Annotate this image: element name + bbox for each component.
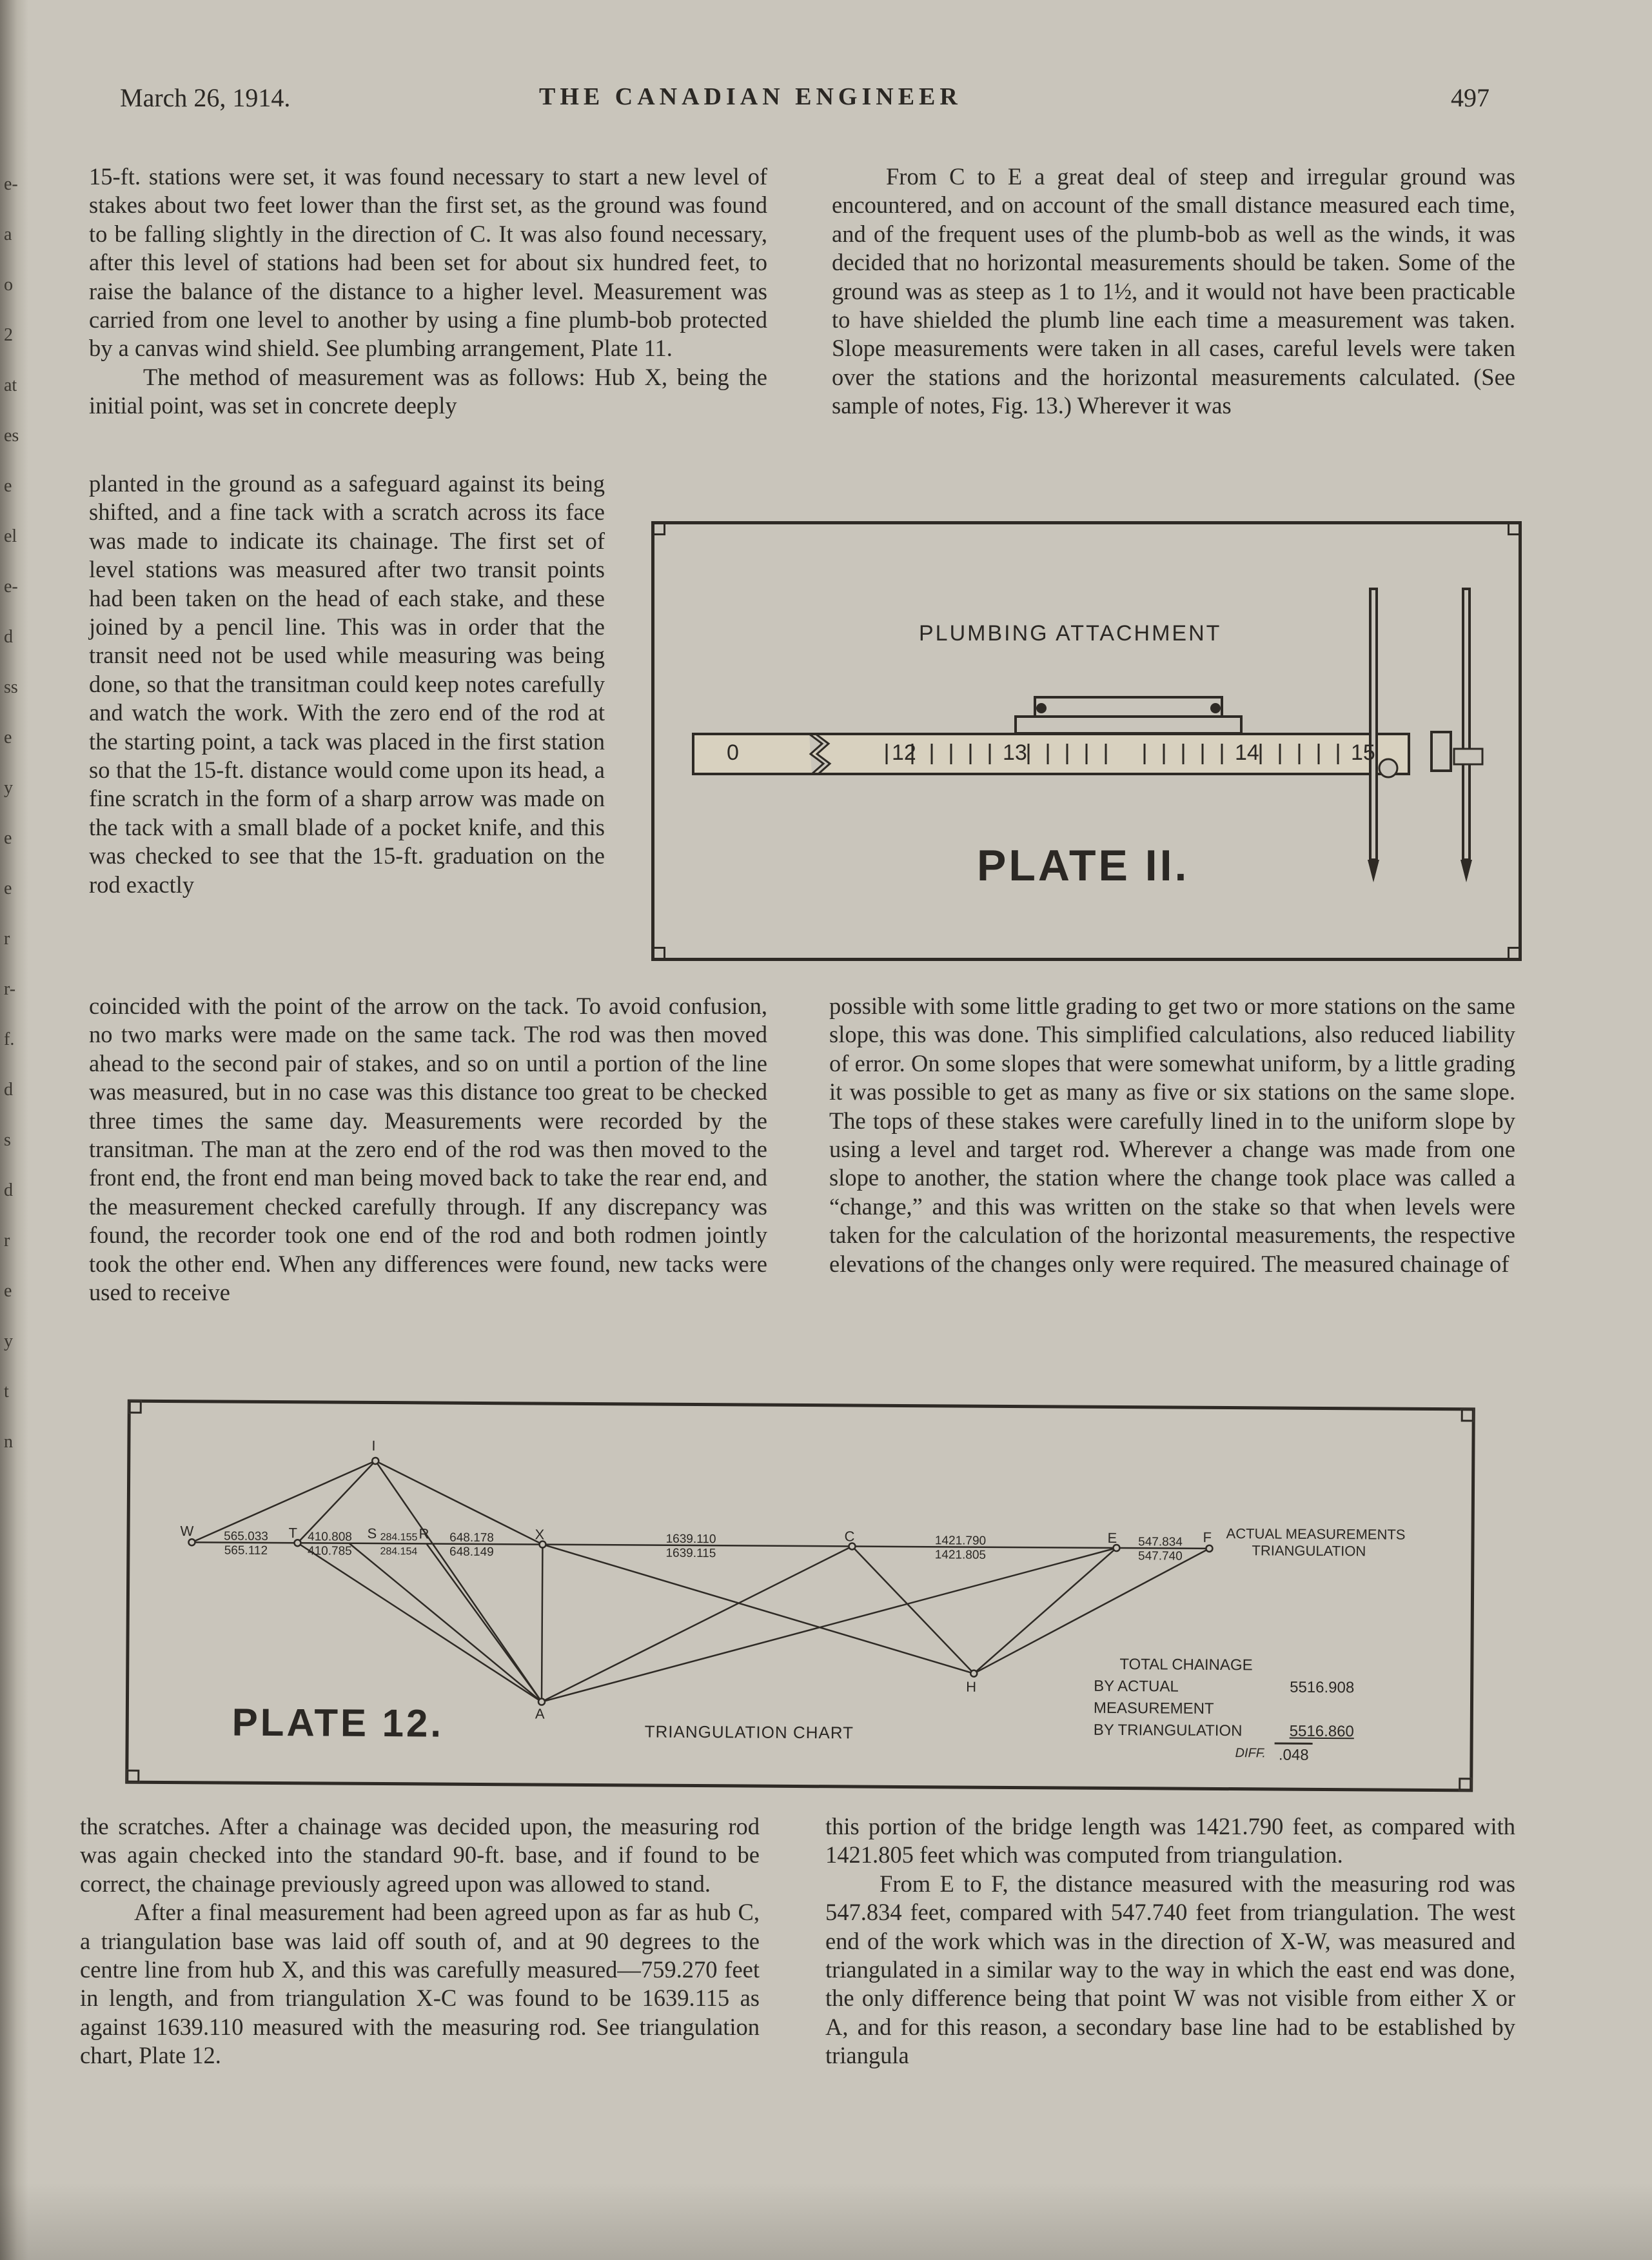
point-label-f: F — [1203, 1529, 1212, 1545]
segment-actual: 284.155 — [380, 1532, 418, 1543]
point-label-i: I — [371, 1437, 376, 1454]
gutter-glyph: d — [4, 627, 13, 647]
plate-11-label: PLATE II. — [977, 841, 1190, 890]
gutter-glyph: f. — [4, 1029, 15, 1049]
plate-12-label: PLATE 12. — [231, 1700, 444, 1745]
gutter-glyph: ss — [4, 677, 18, 697]
gutter-glyph: r — [4, 929, 10, 949]
totals-value: 5516.860 — [1289, 1722, 1354, 1741]
plumb-rod-right — [1463, 589, 1470, 860]
plate-11-figure — [651, 521, 1522, 961]
page-gutter — [0, 0, 28, 2260]
issue-date: March 26, 1914. — [120, 83, 291, 112]
chart-legend — [1226, 1525, 1405, 1560]
rod-clamp — [1431, 732, 1451, 771]
plumbing-attachment-title: PLUMBING ATTACHMENT — [919, 621, 1222, 646]
gutter-glyph: e — [4, 476, 12, 496]
gutter-glyph: t — [4, 1382, 9, 1402]
station-points — [188, 1456, 1213, 1709]
gutter-glyph: y — [4, 778, 13, 798]
gutter-glyph: 2 — [4, 325, 13, 345]
totals-row — [1093, 1741, 1353, 1767]
plumb-pivot — [1379, 759, 1397, 777]
level-vial — [1035, 697, 1222, 717]
gutter-glyph: d — [4, 1180, 13, 1200]
segment-triang: 1639.115 — [665, 1546, 716, 1561]
page-shadow — [0, 2183, 1652, 2260]
gutter-glyph: es — [4, 426, 19, 446]
totals-row — [1094, 1720, 1354, 1743]
gutter-glyph: e — [4, 828, 12, 848]
plumbing-attachment-drawing — [654, 524, 1519, 958]
left-column-mid — [89, 992, 767, 1307]
point-label-h: H — [966, 1678, 977, 1695]
left-column-wrap — [89, 470, 605, 899]
gutter-glyph: o — [4, 275, 13, 295]
level-base — [1016, 717, 1241, 733]
paragraph: possible with some little grading to get two or more stations on the same slope, this was done. This simplified calculations, also reduced liability of error. On some slopes that were somewhat uniform, by a little grading it was possible to get as many as five or six stations on the same slope. The tops of these stakes were carefully lined in to the uniform slope by using a level and target rod. Wherever a change was made from one slope to another, the station where the change took place was called a “change,” and this was written on the stake so that when levels were taken for the calculation of the horizontal measurements, the respective elevations of the changes only were required. The measured chainage of — [829, 993, 1515, 1277]
gutter-glyph: e — [4, 1281, 12, 1301]
point-label-c: C — [844, 1528, 855, 1545]
rod-mark-label: 13 — [1003, 740, 1027, 765]
point-label-a: A — [535, 1705, 545, 1722]
gutter-glyph: r — [4, 1231, 10, 1251]
legend-triangulation: TRIANGULATION — [1252, 1542, 1366, 1560]
plate-12-figure — [125, 1400, 1475, 1792]
paragraph: the scratches. After a chainage was decided upon, the measuring rod was again checked into the standard 90-ft. base, and if found to be correct, the chainage previously agreed upon was allowed to stand. — [80, 1813, 760, 1897]
segment-values — [921, 1534, 999, 1563]
point-label-s: S — [367, 1525, 377, 1541]
gutter-glyph: e- — [4, 577, 18, 597]
gutter-glyph: el — [4, 526, 17, 546]
segment-actual: 565.033 — [224, 1529, 268, 1543]
rod-mark-label: 12 — [892, 740, 916, 765]
left-column-top — [89, 163, 767, 421]
totals-label: DIFF. — [1235, 1746, 1266, 1761]
right-column-top — [832, 163, 1515, 421]
segment-values — [652, 1532, 729, 1561]
segment-triang: 565.112 — [224, 1543, 268, 1558]
triangulation-lines — [191, 1460, 1210, 1706]
paragraph: The method of measurement was as follows: Hub X, being the initial point, was set in concrete deeply — [89, 363, 767, 419]
paragraph: 15-ft. stations were set, it was found necessary to start a new level of stakes about two feet lower than the first set, as the ground was found to be falling slightly in the direction of C. It was also found necessary, after this level of stations had been set for about six hundred feet, to raise the balance of the distance to a higher level. Measurement was carried from one level to another by using a fine plumb-bob protected by a canvas wind shield. See plumbing arrangement, Plate 11. — [89, 163, 767, 362]
segment-values — [433, 1531, 510, 1560]
gutter-glyph: r- — [4, 979, 16, 999]
totals-row — [1094, 1676, 1355, 1721]
gutter-glyph: a — [4, 224, 12, 244]
right-column-bottom — [825, 1812, 1515, 2070]
point-label-w: W — [180, 1523, 194, 1540]
paragraph: After a final measurement had been agreed upon as far as hub C, a triangulation base was laid off south of, and at 90 degrees to the centre line from hub X, and this was carefully measured—759.270 feet in length, and from triangulation X-C was found to be 1639.115 as against 1639.110 measured with the measuring rod. See triangulation chart, Plate 12. — [80, 1899, 760, 2069]
segment-actual: 547.834 — [1138, 1535, 1183, 1549]
totals-value: 5516.908 — [1290, 1678, 1355, 1697]
point-label-t: T — [288, 1525, 298, 1541]
paragraph: From E to F, the distance measured with the measuring rod was 547.834 feet, compared with 547.740 feet from triangulation. The west end of the work which was in the direction of X-W, was measured and triangulated in a similar way to the way in which the east end was done, the only difference being that point W was not visible from either X or A, and for this reason, a secondary base line had to be established by triangula — [825, 1870, 1515, 2069]
journal-title: THE CANADIAN ENGINEER — [539, 83, 962, 110]
gutter-glyph: at — [4, 375, 17, 395]
gutter-glyph: y — [4, 1331, 13, 1351]
totals-value: .048 — [1275, 1743, 1313, 1767]
totals-label: BY TRIANGULATION — [1093, 1721, 1243, 1740]
bracket — [1454, 749, 1482, 764]
gutter-glyph: s — [4, 1130, 11, 1150]
totals-heading: TOTAL CHAINAGE — [1119, 1656, 1253, 1674]
segment-actual: 1421.790 — [934, 1534, 987, 1548]
segment-triang: 648.149 — [449, 1545, 494, 1560]
segment-values — [1128, 1535, 1192, 1564]
segment-values — [207, 1529, 284, 1558]
measuring-rod — [693, 734, 1409, 774]
point-label-x: X — [535, 1526, 545, 1543]
paragraph: this portion of the bridge length was 1421.790 feet, as compared with 1421.805 feet which was computed from triangulation. — [825, 1813, 1515, 1868]
segment-triang: 410.785 — [308, 1544, 352, 1558]
paragraph: coincided with the point of the arrow on the tack. To avoid confusion, no two marks were made on the same tack. The rod was then moved ahead to the second pair of stakes, and so on until a portion of the line was measured, but in no case was this distance too great to be checked three times the same day. Measurements were recorded by the transitman. The man at the zero end of the rod was then moved to the front end, the front end man being moved back to take the rear end, and the measurement checked carefully through. If any discrepancy was found, the recorder took one end of the rod and both rodmen jointly took the other end. When any differences were found, new tacks were used to receive — [89, 993, 767, 1306]
gutter-glyph: n — [4, 1432, 13, 1452]
plumb-rod-left — [1370, 589, 1377, 860]
triangulation-chart-title: TRIANGULATION CHART — [644, 1721, 854, 1743]
totals-label: BY ACTUAL MEASUREMENT — [1093, 1677, 1214, 1718]
gutter-glyph: e — [4, 728, 12, 748]
gutter-glyph: d — [4, 1080, 13, 1100]
segment-actual: 648.178 — [449, 1531, 494, 1545]
gutter-glyph: e — [4, 878, 12, 898]
segment-values — [376, 1531, 421, 1559]
gutter-glyph: e- — [4, 174, 18, 194]
rod-mark-label: 14 — [1235, 740, 1259, 765]
point-label-r: R — [418, 1525, 429, 1542]
paragraph: From C to E a great deal of steep and irregular ground was encountered, and on account of the small distance measured each time, and of the frequent uses of the plumb-bob as well as the winds, it was decided that no horizontal measurements should be taken. Some of the ground was as steep as 1 to 1½, and it would not have been practicable to have shielded the plumb line each time a measurement was taken. Slope measurements were taken in all cases, careful levels were taken over the stations and the horizontal measurements calculated. (See sample of notes, Fig. 13.) Wherever it was — [832, 163, 1515, 419]
left-column-bottom — [80, 1812, 760, 2070]
legend-actual: ACTUAL MEASUREMENTS — [1226, 1525, 1406, 1543]
segment-values — [305, 1530, 354, 1558]
segment-triang: 284.154 — [380, 1546, 418, 1558]
segment-triang: 1421.805 — [934, 1548, 987, 1562]
right-column-mid — [829, 992, 1515, 1278]
rod-mark-label: 15 — [1351, 740, 1375, 765]
segment-actual: 410.808 — [308, 1530, 352, 1544]
point-label-e: E — [1107, 1529, 1117, 1546]
segment-triang: 547.740 — [1137, 1549, 1183, 1563]
total-chainage — [1093, 1654, 1354, 1767]
paragraph: planted in the ground as a safeguard against its being shifted, and a fine tack with a scratch across its face was made to indicate its chainage. The first set of level stations was measured after two transit points had been taken on the head of each stake, and these joined by a pencil line. This was in order that the transit need not be used while measuring was being done, so that the transitman could keep notes carefully and watch the work. With the zero end of the rod at the starting point, a tack was placed in the first station so that the 15-ft. distance would come upon its head, a fine scratch in the form of a sharp arrow was made on the tack with a small blade of a pocket knife, and this was checked to see that the 15-ft. graduation on the rod exactly — [89, 470, 605, 898]
rod-mark-label: 0 — [727, 740, 739, 765]
page-number: 497 — [1451, 83, 1490, 112]
segment-actual: 1639.110 — [665, 1532, 716, 1547]
